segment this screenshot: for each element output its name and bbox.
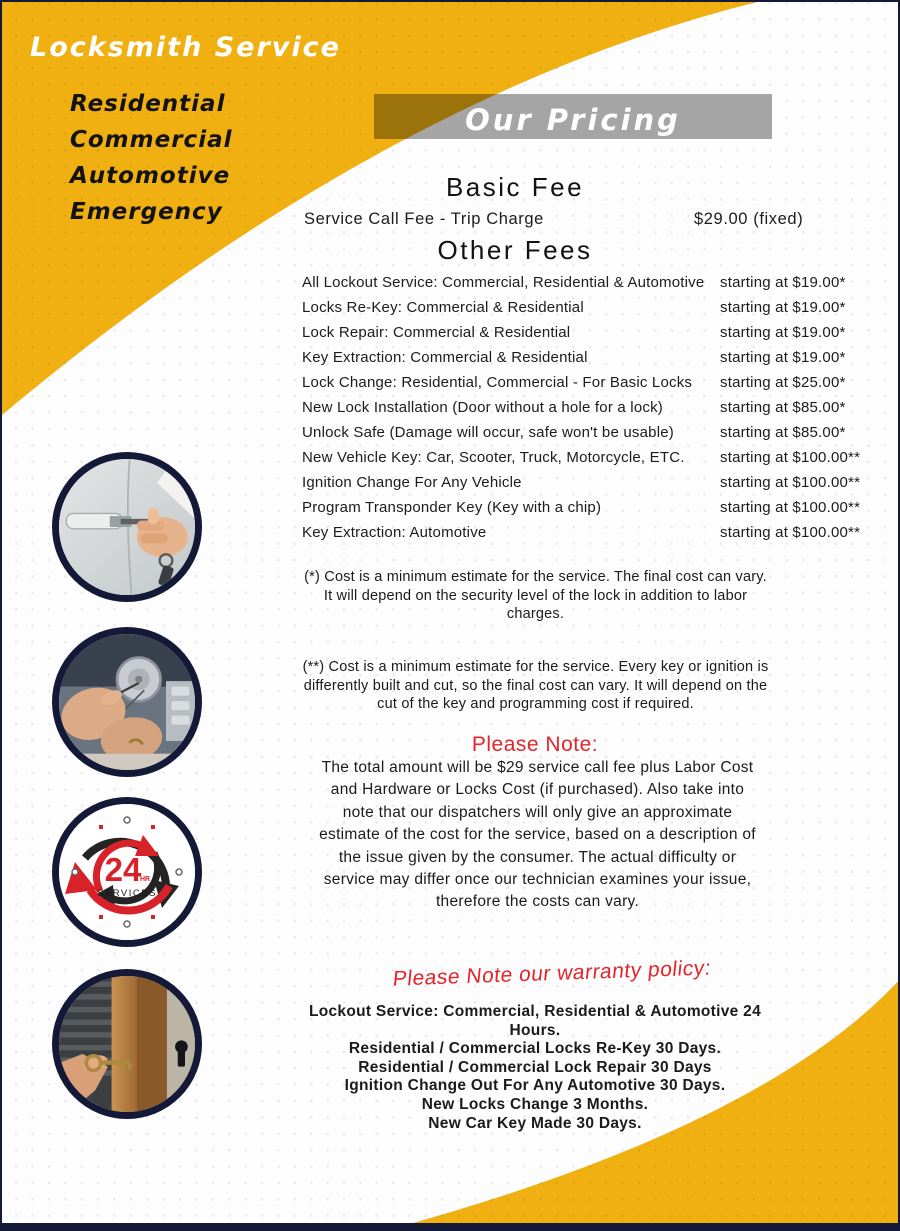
fee-price: starting at $85.00* <box>720 424 846 441</box>
please-note-heading: Please Note: <box>471 733 599 756</box>
flyer-content <box>2 2 900 1231</box>
fee-label: Unlock Safe (Damage will occur, safe won't be usable) <box>302 424 674 441</box>
fee-price: starting at $100.00** <box>720 499 861 516</box>
brand-service-list <box>70 86 232 230</box>
fee-price: starting at $19.00* <box>720 324 846 341</box>
24-hour-services-logo <box>52 797 202 947</box>
fee-label: Program Transponder Key (Key with a chip) <box>302 499 602 516</box>
fee-price: starting at $19.00* <box>720 274 846 291</box>
brand-service-item: Commercial <box>70 127 233 153</box>
fee-row <box>302 520 867 545</box>
fee-row <box>302 470 867 495</box>
wooden-door-key-illustration <box>59 976 195 1112</box>
logo-24-label: SERVICES <box>97 888 157 899</box>
fee-label: Ignition Change For Any Vehicle <box>302 474 522 491</box>
fee-label: Key Extraction: Commercial & Residential <box>302 349 588 366</box>
fee-price: starting at $19.00* <box>720 349 846 366</box>
brand-service-item: Emergency <box>70 199 223 225</box>
brand-service-item: Automotive <box>70 163 231 189</box>
basic-fee-price: $29.00 (fixed) <box>694 209 804 228</box>
fee-price: starting at $25.00* <box>720 374 846 391</box>
fee-row <box>302 270 867 295</box>
wooden-door-key-photo <box>52 969 202 1119</box>
fee-label: Lock Repair: Commercial & Residential <box>302 324 571 341</box>
fee-price: starting at $100.00** <box>720 524 861 541</box>
fee-label: New Lock Installation (Door without a hole for a lock) <box>302 399 663 416</box>
basic-fee-heading: Basic Fee <box>445 172 585 202</box>
single-star-note: (*) Cost is a minimum estimate for the service. The final cost can vary. It will depend on the security level of the lock in addition to labor charges. <box>304 569 767 623</box>
other-fees-table <box>302 270 867 545</box>
warranty-policy-heading: Please Note our warranty policy: <box>391 956 713 991</box>
bottom-navy-bar <box>2 1223 900 1229</box>
brand-service-item: Residential <box>70 91 226 117</box>
fee-price: starting at $100.00** <box>720 474 861 491</box>
other-fees-heading: Other Fees <box>437 235 593 265</box>
fee-price: starting at $100.00** <box>720 449 861 466</box>
safe-lockpicking-photo <box>52 627 202 777</box>
car-door-unlock-illustration <box>59 459 195 595</box>
double-star-note: (**) Cost is a minimum estimate for the service. Every key or ignition is differently built and cut, so the final cost can vary. It will depend on the cut of the key and programming cost if required. <box>302 659 769 713</box>
fee-label: Locks Re-Key: Commercial & Residential <box>302 299 584 316</box>
fee-price: starting at $19.00* <box>720 299 846 316</box>
basic-fee-row <box>304 208 869 230</box>
fee-row <box>302 395 867 420</box>
pricing-banner-title: Our Pricing <box>465 102 681 137</box>
warranty-policy-item: Residential / Commercial Lock Repair 30 Days <box>358 1058 712 1076</box>
warranty-policy-item: Lockout Service: Commercial, Residential & Automotive 24 Hours. <box>308 1003 762 1039</box>
fee-row <box>302 320 867 345</box>
24-hour-services-illustration <box>59 804 195 940</box>
warranty-policy-item: New Locks Change 3 Months. <box>421 1095 649 1113</box>
please-note-body: The total amount will be $29 service call fee plus Labor Cost and Hardware or Locks Cost (if purchased). Also take into note that our dispatchers will only give an approximate estimate of the cost for the service, based on a description of the issue given by the consumer. The actual difficulty or service may differ once our technician examines your issue, therefore the costs can vary. <box>319 759 756 911</box>
fee-label: Key Extraction: Automotive <box>302 524 487 541</box>
warranty-policy-item: Ignition Change Out For Any Automotive 30 Days. <box>344 1077 726 1095</box>
fee-price: starting at $85.00* <box>720 399 846 416</box>
warranty-policy-list <box>300 1003 770 1133</box>
fee-row <box>302 445 867 470</box>
logo-24-unit: HR <box>139 876 151 883</box>
fee-label: Lock Change: Residential, Commercial - For Basic Locks <box>302 374 693 391</box>
fee-row <box>302 420 867 445</box>
logo-24-number: 24 <box>104 851 142 888</box>
fee-label: New Vehicle Key: Car, Scooter, Truck, Motorcycle, ETC. <box>302 449 685 466</box>
basic-fee-label: Service Call Fee - Trip Charge <box>304 209 544 228</box>
warranty-policy-item: New Car Key Made 30 Days. <box>428 1114 642 1132</box>
fee-label: All Lockout Service: Commercial, Residential & Automotive <box>302 274 705 291</box>
brand-title: Locksmith Service <box>30 32 341 63</box>
fee-row <box>302 495 867 520</box>
fee-row <box>302 345 867 370</box>
warranty-policy-item: Residential / Commercial Locks Re-Key 30 Days. <box>348 1040 722 1058</box>
fee-row <box>302 370 867 395</box>
safe-lockpicking-illustration <box>59 634 195 770</box>
car-door-unlock-photo <box>52 452 202 602</box>
fee-row <box>302 295 867 320</box>
